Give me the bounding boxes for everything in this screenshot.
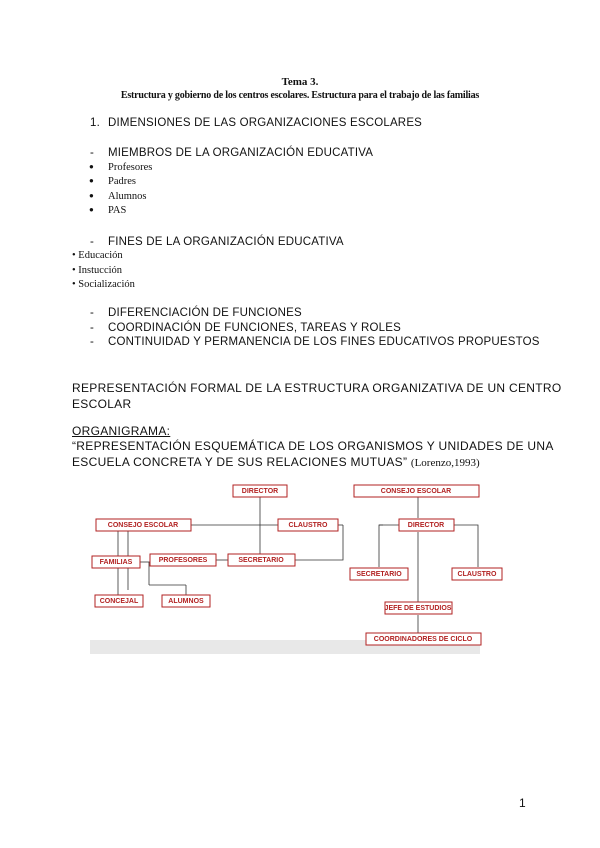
node-label: ALUMNOS (168, 597, 204, 605)
node-claustro (278, 519, 338, 531)
bullet-icon: ● (89, 205, 94, 214)
node-label: COORDINADORES DE CICLO (373, 635, 473, 643)
node-label: CONSEJO ESCOLAR (107, 521, 179, 529)
list-item: COORDINACIÓN DE FUNCIONES, TAREAS Y ROLES (108, 322, 401, 334)
node-concejal (95, 595, 143, 607)
node-label: FAMILIAS (99, 558, 133, 566)
node-label: PROFESORES (158, 556, 208, 564)
node-familias (92, 556, 140, 568)
node-claustro-right (452, 568, 502, 580)
list-dash: - (90, 307, 95, 319)
members-dash: - (90, 147, 95, 159)
node-profesores (150, 554, 216, 566)
node-secretario (228, 554, 295, 566)
list-item: Alumnos (108, 191, 147, 202)
node-label: CONCEJAL (99, 597, 139, 605)
node-consejo-escolar (96, 519, 191, 531)
aims-heading: FINES DE LA ORGANIZACIÓN EDUCATIVA (108, 236, 344, 248)
list-item: Padres (108, 176, 136, 187)
bullet-icon: ● (89, 191, 94, 200)
list-item: PAS (108, 205, 127, 216)
representation-line-1: REPRESENTACIÓN FORMAL DE LA ESTRUCTURA ORGANIZATIVA DE UN CENTRO (72, 381, 562, 395)
list-item: • Socialización (72, 279, 135, 290)
organigram-diagram (88, 480, 497, 655)
node-label: SECRETARIO (238, 556, 284, 564)
section-heading: DIMENSIONES DE LAS ORGANIZACIONES ESCOLARES (108, 117, 423, 129)
organigram-quote-line-2 (72, 454, 480, 471)
node-director-right (399, 519, 454, 531)
list-item: CONTINUIDAD Y PERMANENCIA DE LOS FINES EDUCATIVOS PROPUESTOS (108, 336, 540, 348)
node-label: DIRECTOR (241, 487, 279, 495)
list-item: • Educación (72, 250, 123, 261)
organigram-quote-text: ESCUELA CONCRETA Y DE SUS RELACIONES MUTUAS” (72, 455, 408, 469)
section-number: 1. (90, 117, 100, 129)
bullet-icon: ● (89, 176, 94, 185)
node-label: JEFE DE ESTUDIOS (384, 604, 452, 612)
representation-line-2: ESCOLAR (72, 397, 132, 411)
node-label: CONSEJO ESCOLAR (380, 487, 452, 495)
node-consejo-escolar-right (354, 485, 479, 497)
list-item: • Instucción (72, 265, 123, 276)
node-director (233, 485, 287, 497)
aims-dash: - (90, 236, 95, 248)
node-label: SECRETARIO (356, 570, 402, 578)
page-number: 1 (519, 796, 526, 810)
node-jefe-de-estudios (385, 602, 452, 614)
list-dash: - (90, 322, 95, 334)
page-subtitle: Estructura y gobierno de los centros escolares. Estructura para el trabajo de las familias (120, 90, 480, 101)
citation: (Lorenzo,1993) (410, 457, 480, 469)
node-label: CLAUSTRO (288, 521, 328, 529)
bullet-icon: ● (89, 162, 94, 171)
members-heading: MIEMBROS DE LA ORGANIZACIÓN EDUCATIVA (108, 147, 374, 159)
node-coordinadores-de-ciclo (366, 633, 481, 645)
node-secretario-right (350, 568, 408, 580)
list-dash: - (90, 336, 95, 348)
node-label: CLAUSTRO (457, 570, 497, 578)
node-label: DIRECTOR (407, 521, 445, 529)
list-item: DIFERENCIACIÓN DE FUNCIONES (108, 307, 302, 319)
organigram-quote-line-1: “REPRESENTACIÓN ESQUEMÁTICA DE LOS ORGANISMOS Y UNIDADES DE UNA (72, 439, 554, 453)
organigram-label: ORGANIGRAMA: (72, 424, 171, 438)
list-item: Profesores (108, 162, 153, 173)
node-alumnos (162, 595, 210, 607)
page-title: Tema 3. (281, 76, 319, 88)
